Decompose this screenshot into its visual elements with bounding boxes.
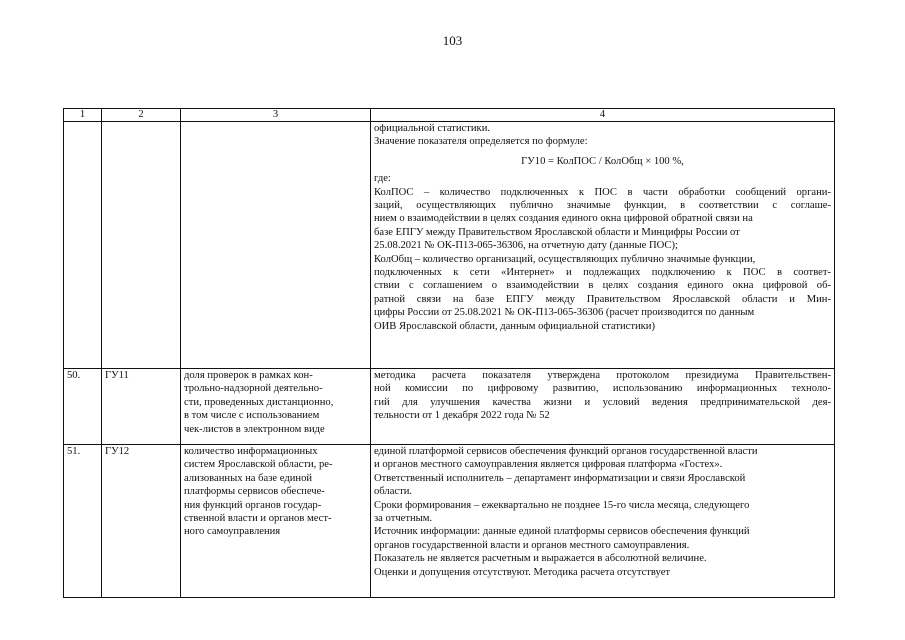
row-number-cell: 51. — [64, 445, 102, 598]
methodology-text — [374, 445, 831, 579]
text-line: Показатель не является расчетным и выражается в абсолютной величине. — [374, 553, 707, 565]
text-line: КолПОС – количество подключенных к ПОС в части обработки сообщений органи- — [374, 186, 831, 198]
formula: ГУ10 = КолПОС / КолОбщ × 100 %, — [521, 155, 684, 167]
indicator-name-cell — [181, 122, 371, 369]
text-line: сти, проведенных дистанционно, — [184, 396, 334, 408]
header-cell: 4 — [371, 109, 835, 122]
row-number-cell — [64, 122, 102, 369]
text-line: Сроки формирования – ежеквартально не позднее 15-го числа месяца, следующего — [374, 499, 750, 511]
table-row — [64, 445, 835, 598]
indicator-table — [63, 108, 835, 598]
table-row-continuation — [64, 122, 835, 369]
text-line: базе ЕПГУ между Правительством Ярославской области и Минцифры России от — [374, 226, 740, 238]
text-line: доля проверок в рамках кон- — [184, 370, 313, 381]
text-line: Ответственный исполнитель – департамент информатизации и связи Ярославской — [374, 472, 746, 484]
page-number: 103 — [442, 33, 463, 48]
indicator-name — [184, 445, 367, 539]
text-line: нием о взаимодействии в целях создания единого окна цифровой обратной связи на — [374, 213, 753, 225]
text-line: ния функций органов государ- — [184, 499, 322, 511]
text-line: и органов местного самоуправления является цифровая платформа «Гостех». — [374, 459, 723, 471]
text-line: цифры России от 25.08.2021 № ОК-П13-065-36306 (расчет производится по данным — [374, 307, 755, 319]
text-line: ствии с соглашением о взаимодействии в целях создания единого окна цифровой об- — [374, 280, 831, 292]
indicator-code-cell: ГУ12 — [102, 445, 181, 598]
methodology-cell — [371, 445, 835, 598]
text-line: области. — [374, 486, 413, 498]
table-row — [64, 369, 835, 445]
methodology-cell — [371, 122, 835, 369]
text-line: количество информационных — [184, 446, 318, 457]
text-line: за отчетным. — [374, 513, 433, 525]
text-line: Значение показателя определяется по формуле: — [374, 136, 588, 148]
indicator-name — [184, 369, 367, 436]
text-line: ализованных на базе единой — [184, 472, 313, 484]
methodology-text-bottom — [374, 172, 831, 333]
text-line: тельности от 1 декабря 2022 года № 52 — [374, 410, 550, 422]
text-line: КолОбщ – количество организаций, осуществляющих публично значимые функции, — [374, 253, 756, 265]
text-line: ОИВ Ярославской области, данным официальной статистики) — [374, 320, 656, 332]
indicator-code-cell: ГУ11 — [102, 369, 181, 445]
text-line: Оценки и допущения отсутствуют. Методика расчета отсутствует — [374, 566, 671, 578]
text-line: ственной власти и органов мест- — [184, 513, 332, 525]
indicator-name-cell — [181, 445, 371, 598]
text-line: подключенных к сети «Интернет» и подлежащих подключению к ПОС в соответ- — [374, 267, 831, 279]
text-line: ратной связи на базе ЕПГУ между Правительством Ярославской области и Мин- — [374, 293, 831, 305]
methodology-text — [374, 369, 831, 423]
indicator-code-cell — [102, 122, 181, 369]
methodology-cell — [371, 369, 835, 445]
text-line: в том числе с использованием — [184, 410, 320, 422]
text-line: ного самоуправления — [184, 526, 281, 538]
text-line: где: — [374, 173, 391, 185]
text-line: платформы сервисов обеспече- — [184, 486, 325, 498]
table-header-row — [64, 109, 835, 122]
text-line: ной комиссии по цифровому развитию, использованию информационных техноло- — [374, 383, 831, 395]
text-line: единой платформой сервисов обеспечения функций органов государственной власти — [374, 446, 758, 457]
text-line: гий для улучшения качества жизни и условий ведения предпринимательской дея- — [374, 396, 831, 408]
text-line: официальной статистики. — [374, 123, 491, 134]
text-line: чек-листов в электронном виде — [184, 423, 325, 435]
header-cell: 2 — [102, 109, 181, 122]
text-line: заций, осуществляющих публично значимые функции, в соответствии с соглаше- — [374, 200, 831, 212]
text-line: систем Ярославской области, ре- — [184, 459, 333, 471]
text-line: 25.08.2021 № ОК-П13-065-36306, на отчетную дату (данные ПОС); — [374, 240, 678, 252]
text-line: Источник информации: данные единой платформы сервисов обеспечения функций — [374, 526, 750, 538]
row-number-cell: 50. — [64, 369, 102, 445]
header-cell: 1 — [64, 109, 102, 122]
indicator-name-cell — [181, 369, 371, 445]
header-cell: 3 — [181, 109, 371, 122]
text-line: органов государственной власти и органов местного самоуправления. — [374, 539, 690, 551]
text-line: трольно-надзорной деятельно- — [184, 383, 323, 395]
text-line: методика расчета показателя утверждена протоколом президиума Правительствен- — [374, 370, 831, 381]
methodology-text-top — [374, 122, 831, 149]
